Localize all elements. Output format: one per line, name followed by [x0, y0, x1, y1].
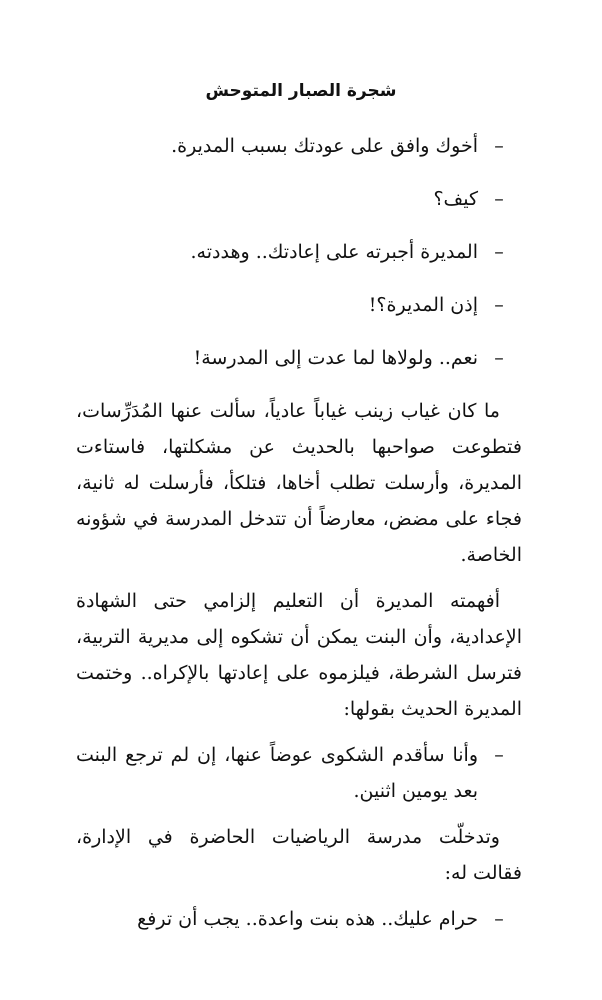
dialogue-dash: –	[494, 241, 504, 263]
dialogue-dash: –	[494, 347, 504, 369]
dialogue-text: حرام عليك.. هذه بنت واعدة.. يجب أن ترفع	[137, 908, 478, 930]
page-body	[76, 128, 522, 954]
dialogue-text: أخوك وافق على عودتك بسبب المديرة.	[171, 135, 478, 157]
dialogue-dash: –	[494, 908, 504, 930]
dialogue-line	[76, 287, 522, 323]
dialogue-text: وأنا سأقدم الشكوى عوضاً عنها، إن لم ترجع البنت بعد يومين اثنين.	[76, 744, 478, 802]
dialogue-text: إذن المديرة؟!	[368, 294, 478, 316]
dialogue-line	[76, 901, 522, 937]
dialogue-line	[76, 234, 522, 270]
dialogue-line	[76, 340, 522, 376]
chapter-title: شجرة الصبار المتوحش	[205, 81, 397, 101]
dialogue-dash: –	[494, 188, 504, 210]
dialogue-dash: –	[494, 294, 504, 316]
narrative-paragraph: وتدخلّت مدرسة الرياضيات الحاضرة في الإدارة، فقالت له:	[76, 826, 522, 884]
dialogue-dash: –	[494, 135, 504, 157]
dialogue-line	[76, 737, 522, 809]
dialogue-text: نعم.. ولولاها لما عدت إلى المدرسة!	[193, 347, 478, 369]
dialogue-text: المديرة أجبرته على إعادتك.. وهددته.	[190, 241, 478, 263]
dialogue-line	[76, 128, 522, 164]
dialogue-dash: –	[494, 744, 504, 766]
narrative-paragraph: أفهمته المديرة أن التعليم إلزامي حتى الشهادة الإعدادية، وأن البنت يمكن أن تشكوه إلى مديرية التربية، فترسل الشرطة، فيلزموه على إعادتها بالإكراه.. وختمت المديرة الحديث بقولها:	[76, 590, 522, 720]
narrative-paragraph: ما كان غياب زينب غياباً عادياً، سألت عنها المُدَرِّسات، فتطوعت صواحبها بالحديث عن مشكلتها، فاستاءت المديرة، وأرسلت تطلب أخاها، فتلكأ، فأرسلت له ثانية، فجاء على مضض، معارضاً أن تتدخل المدرسة في شؤونه الخاصة.	[76, 400, 522, 566]
dialogue-text: كيف؟	[433, 188, 478, 210]
dialogue-line	[76, 181, 522, 217]
